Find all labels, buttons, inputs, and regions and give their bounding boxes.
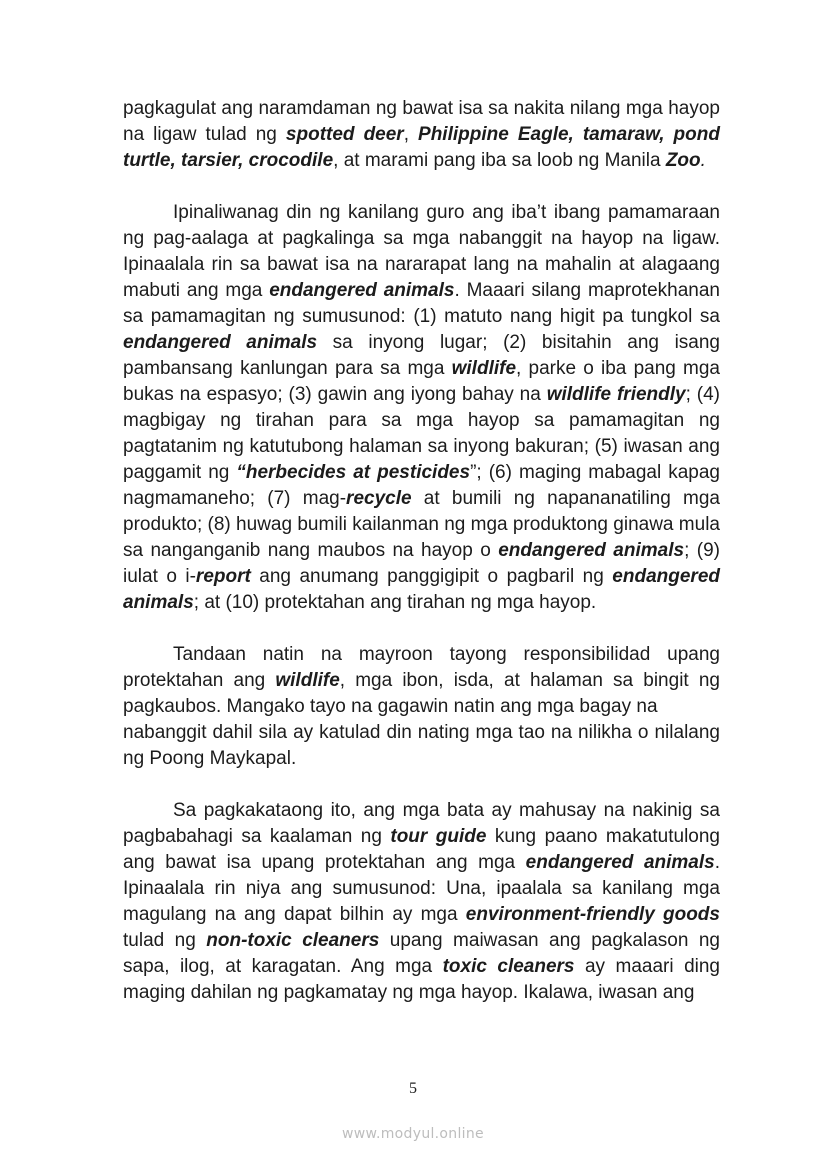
text-run: . bbox=[700, 150, 706, 171]
text-run: . Ipinaalala rin niya ang sumusunod: Una, ipaalala sa kanilang mga magulang na ang dapat bilhin ay mga bbox=[123, 852, 720, 925]
emphasized-term: Philippine Eagle, tamaraw, pond turtle, tarsier, crocodile bbox=[123, 124, 720, 171]
text-run: nabanggit dahil sila ay katulad din nating mga tao na nilikha o nilalang ng Poong Maykapal. bbox=[123, 722, 720, 769]
text-run: ay maaari ding maging dahilan ng pagkamatay ng mga hayop. Ikalawa, iwasan ang bbox=[123, 956, 720, 1003]
text-run: ”; (6) maging mabagal kapag nagmamaneho; (7) mag- bbox=[123, 462, 720, 509]
emphasized-term: endangered animals bbox=[498, 540, 685, 561]
page-number: 5 bbox=[409, 1080, 417, 1097]
emphasized-term: report bbox=[195, 566, 251, 587]
text-run: Sa pagkakataong ito, ang mga bata ay mahusay na nakinig sa pagbabahagi sa kaalaman ng bbox=[123, 800, 720, 847]
emphasized-term: recycle bbox=[346, 488, 412, 509]
emphasized-term: endangered animals bbox=[525, 852, 715, 873]
body-text bbox=[123, 96, 720, 1032]
emphasized-term: non-toxic cleaners bbox=[206, 930, 380, 951]
text-run: ; (9) iulat o i- bbox=[123, 540, 720, 587]
paragraph bbox=[123, 96, 720, 174]
text-run: ; at (10) protektahan ang tirahan ng mga hayop. bbox=[193, 592, 597, 613]
text-run: Tandaan natin na mayroon tayong responsibilidad upang protektahan ang bbox=[123, 644, 720, 691]
emphasized-term: endangered animals bbox=[123, 566, 720, 613]
watermark: www.modyul.online bbox=[342, 1126, 484, 1142]
emphasized-term: wildlife bbox=[275, 670, 340, 691]
text-run: kung paano makatutulong ang bawat isa upang protektahan ang mga bbox=[123, 826, 720, 873]
emphasized-term: wildlife bbox=[451, 358, 517, 379]
text-run: ; (4) magbigay ng tirahan para sa mga hayop sa pamamagitan ng pagtatanim ng katutubong halaman sa inyong bakuran; (5) iwasan ang paggamit ng bbox=[123, 384, 720, 483]
text-run: at bumili ng napananatiling mga produkto; (8) huwag bumili kailanman ng mga produktong ginawa mula sa nanganganib nang maubos na hayop o bbox=[123, 488, 720, 561]
text-run: upang maiwasan ang pagkalason ng sapa, ilog, at karagatan. Ang mga bbox=[123, 930, 720, 977]
paragraph bbox=[123, 200, 720, 616]
paragraph bbox=[123, 642, 720, 772]
emphasized-term: endangered animals bbox=[123, 332, 318, 353]
text-run: . Maaari silang maprotekhanan sa pamamagitan ng sumusunod: (1) matuto nang higit pa tungkol sa bbox=[123, 280, 720, 327]
emphasized-term: Zoo bbox=[665, 150, 701, 171]
emphasized-term: environment-friendly goods bbox=[465, 904, 720, 925]
text-run: pagkagulat ang naramdaman ng bawat isa sa nakita nilang mga hayop na ligaw tulad ng bbox=[123, 98, 720, 145]
text-run: , at marami pang iba sa loob ng Manila bbox=[333, 150, 666, 171]
text-run: ang anumang panggigipit o pagbaril ng bbox=[250, 566, 613, 587]
text-run: Ipinaliwanag din ng kanilang guro ang iba’t ibang pamamaraan ng pag-aalaga at pagkalinga sa mga nabanggit na hayop na ligaw. Ipinaalala rin sa bawat isa na nararapat lang na mahalin at alagaang mabuti ang mga bbox=[123, 202, 720, 301]
text-run: , parke o iba pang mga bukas na espasyo; (3) gawin ang iyong bahay na bbox=[123, 358, 720, 405]
text-run: , bbox=[403, 124, 419, 145]
text-run: , mga ibon, isda, at halaman sa bingit ng pagkaubos. Mangako tayo na gagawin natin ang mga bagay na bbox=[123, 670, 720, 717]
emphasized-term: tour guide bbox=[390, 826, 487, 847]
paragraph bbox=[123, 798, 720, 1006]
text-run: sa inyong lugar; (2) bisitahin ang isang pambansang kanlungan para sa mga bbox=[123, 332, 720, 379]
emphasized-term: spotted deer bbox=[285, 124, 404, 145]
emphasized-term: toxic cleaners bbox=[442, 956, 575, 977]
emphasized-term: wildlife friendly bbox=[546, 384, 686, 405]
emphasized-term: endangered animals bbox=[269, 280, 455, 301]
text-run: tulad ng bbox=[123, 930, 207, 951]
emphasized-term: “herbecides at pesticides bbox=[236, 462, 471, 483]
